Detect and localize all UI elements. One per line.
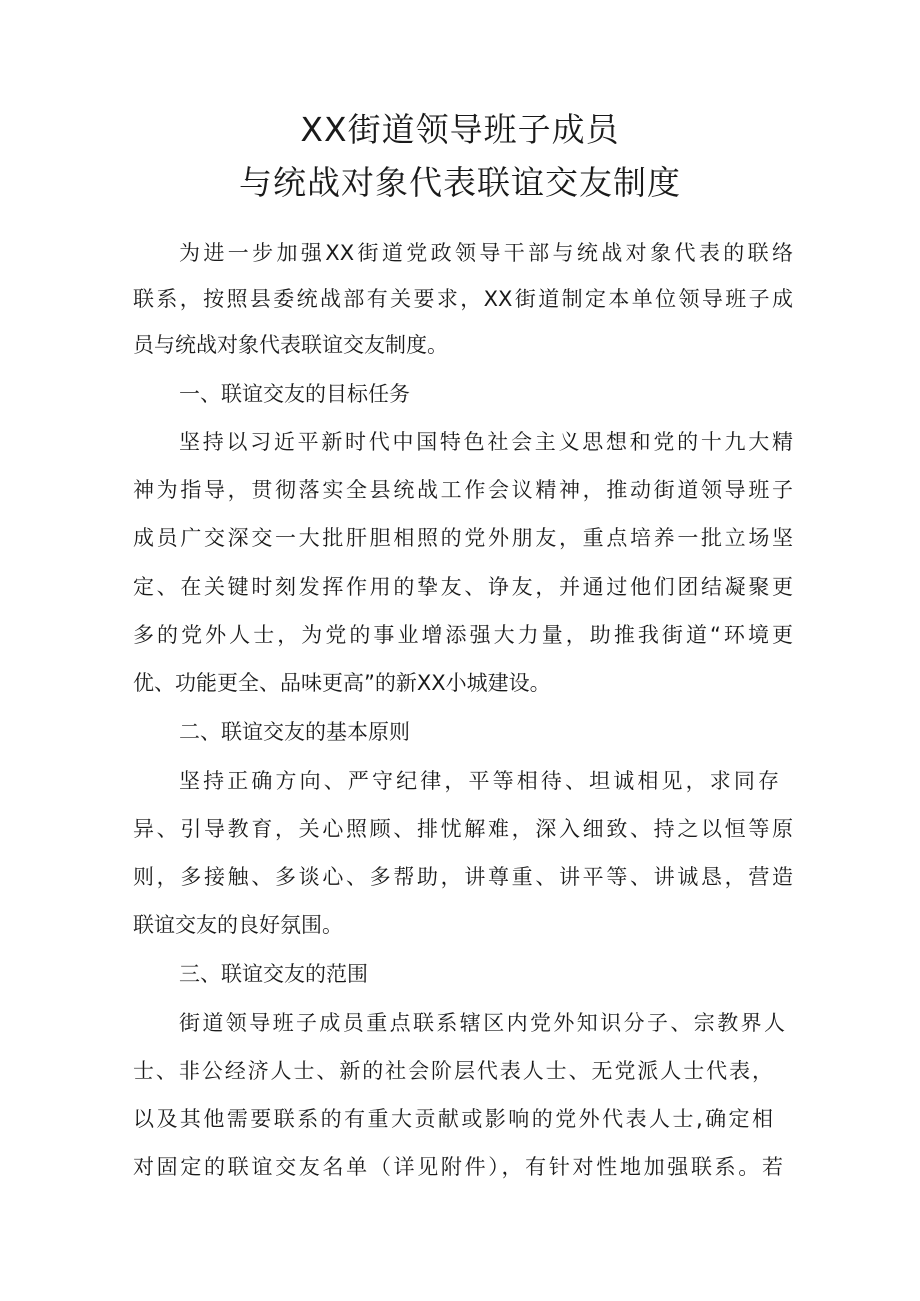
section-1-heading: 一、联谊交友的目标任务 [179,382,410,406]
document-title-line-1: XX街道领导班子成员 [300,110,620,149]
section-2-heading: 二、联谊交友的基本原则 [179,720,410,744]
section-1-line-4: 定、在关键时刻发挥作用的挚友、诤友，并通过他们团结凝聚更 [133,575,793,599]
intro-line-3: 员与统战对象代表联谊交友制度。 [133,333,448,357]
document-title-line-2: 与统战对象代表联谊交友制度 [239,163,681,202]
section-1-line-1: 坚持以习近平新时代中国特色社会主义思想和党的十九大精 [179,430,793,454]
intro-line-1: 为进一步加强XX街道党政领导干部与统战对象代表的联络 [179,241,793,265]
intro-line-2: 联系，按照县委统战部有关要求，XX街道制定本单位领导班子成 [133,287,793,311]
section-1-line-5: 多的党外人士，为党的事业增添强大力量，助推我街道“环境更 [133,623,793,647]
section-2-line-4: 联谊交友的良好氛围。 [133,913,343,937]
section-3-line-4: 对固定的联谊交友名单（详见附件），有针对性地加强联系。若 [133,1155,783,1179]
section-3-line-3: 以及其他需要联系的有重大贡献或影响的党外代表人士,确定相 [133,1107,773,1131]
section-2-line-1: 坚持正确方向、严守纪律，平等相待、坦诚相见，求同存 [179,769,779,793]
section-1-line-3: 成员广交深交一大批肝胆相照的党外朋友，重点培养一批立场坚 [133,526,793,550]
section-2-line-3: 则，多接触、多谈心、多帮助，讲尊重、讲平等、讲诚恳，营造 [133,865,793,889]
section-1-line-2: 神为指导，贯彻落实全县统战工作会议精神，推动街道领导班子 [133,478,793,502]
section-3-heading: 三、联谊交友的范围 [179,962,368,986]
section-1-line-6: 优、功能更全、品味更高”的新XX小城建设。 [133,671,551,695]
section-3-line-2: 士、非公经济人士、新的社会阶层代表人士、无党派人士代表， [133,1059,773,1083]
section-3-line-1: 街道领导班子成员重点联系辖区内党外知识分子、宗教界人 [179,1011,785,1035]
section-2-line-2: 异、引导教育，关心照顾、排忧解难，深入细致、持之以恒等原 [133,817,793,841]
